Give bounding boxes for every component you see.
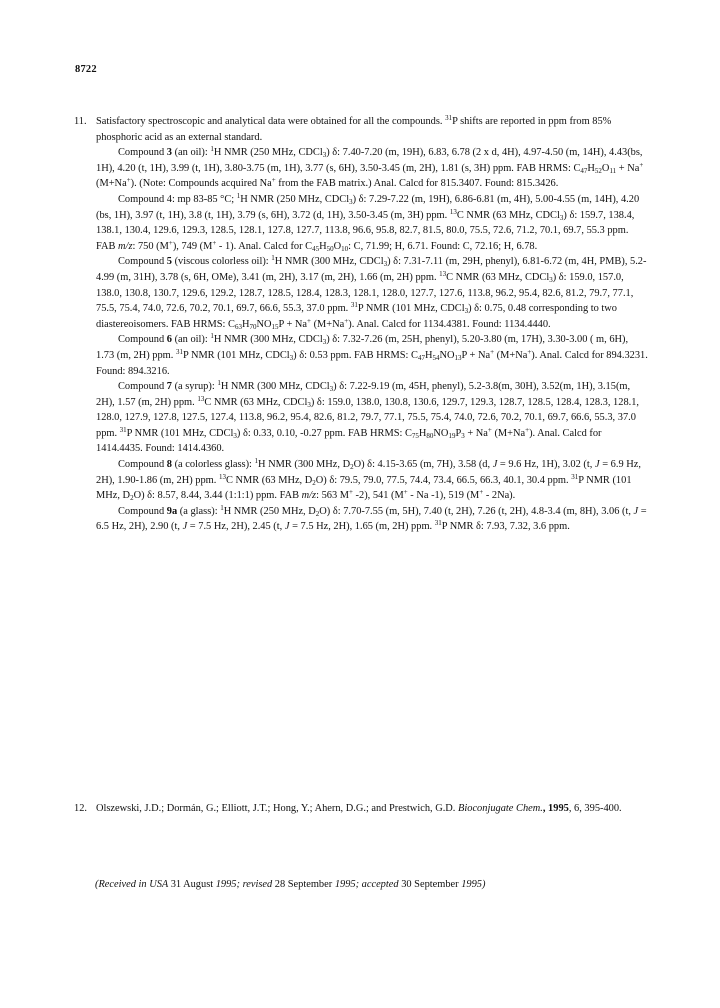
note-number: 11. <box>74 116 87 127</box>
reference-citation: Olszewski, J.D.; Dormán, G.; Elliott, J.T.; Hong, Y.; Ahern, D.G.; and Prestwich, G.D. Bioconjugate Chem., 1995, 6, 395-400. <box>96 803 622 814</box>
compound-7-data: Compound 7 (a syrup): $^1$H NMR (300 MHz, CDCl$_3$) δ: 7.22-9.19 (m, 45H, phenyl), 5.2-3.8(m, 30H), 3.52(m, 1H), 3.15(m, 2H), 1.57 (m, 2H) ppm. $^{13}$C NMR (63 MHz, CDCl$_3$) δ: 159.0, 138.0, 130.8, 130.6, 129.7, 129.3, 128.7, 128.5, 128.4, 128.3, 128.1, 128.0, 127.9, 127.8, 127.5, 127.4, 113.8, 96.2, 95.4, 82.6, 81.2, 79.7, 77.1, 75.5, 75.4, 74.0, 72.6, 70.2, 70.1, 69.7, 66.6, 55.3, 37.0 ppm. $^{31}$P NMR (101 MHz, CDCl$_3$) δ: 0.33, 0.10, -0.27 ppm. FAB HRMS: $C_{75}H_{80}NO_{19}P_3 + Na^+$ (M+Na+). Anal. Calcd for 1414.4435. Found: 1414.4360. <box>96 379 640 455</box>
compound-5-data: Compound 5 (viscous colorless oil): $^1$H NMR (300 MHz, CDCl$_3$) δ: 7.31-7.11 (m, 29H, phenyl), 6.81-6.72 (m, 4H, PMB), 5.2-4.99 (m, 31H), 3.78 (s, 6H, OMe), 3.41 (m, 2H), 3.17 (m, 2H), 1.66 (m, 2H) ppm. $^{13}$C NMR (63 MHz, CDCl$_3$) δ: 159.0, 157.0, 138.0, 130.8, 130.7, 129.6, 129.2, 128.7, 128.5, 128.4, 128.3, 128.1, 128.0, 127.7, 127.6, 113.8, 96.2, 95.4, 82.6, 81.2, 79.7, 77.1, 75.5, 75.4, 74.0, 72.6, 70.2, 70.1, 69.7, 66.6, 55.3, 37.0 ppm. $^{31}$P NMR (101 MHz, CDCl$_3$) δ: 0.75, 0.48 corresponding to two diastereoisomers. FAB HRMS: $C_{63}H_{70}NO_{15}P + Na^+$ (M+Na+). Anal. Calcd for 1134.4381. Found: 1134.4440. <box>96 254 647 331</box>
note-11 <box>74 114 648 535</box>
compound-4-data: Compound 4: mp 83-85 °C; $^1$H NMR (250 MHz, CDCl$_3$) δ: 7.29-7.22 (m, 19H), 6.86-6.81 (m, 4H), 5.00-4.55 (m, 14H), 4.20 (bs, 1H), 3.97 (t, 1H), 3.8 (t, 1H), 3.79 (s, 6H), 3.72 (d, 1H), 3.50-3.45 (m, 3H) ppm. $^{13}$C NMR (63 MHz, CDCl$_3$) δ: 159.7, 138.4, 138.1, 130.4, 129.6, 129.3, 128.5, 128.1, 127.8, 127.7, 113.8, 96.6, 95.8, 82.7, 81.5, 80.0, 75.5, 72.6, 71.2, 70.1, 69.7, 55.3 ppm. FAB m/z: 750 (M+), 749 (M+ - 1). Anal. Calcd for $C_{45}H_{50}O_{10}$: C, 71.99; H, 6.71. Found: C, 72.16; H, 6.78. <box>96 191 640 253</box>
note-number: 12. <box>74 803 87 814</box>
received-dates: (Received in USA 31 August 1995; revised 28 September 1995; accepted 30 September 1995) <box>95 879 486 890</box>
compound-8-data: Compound 8 (a colorless glass): $^1$H NMR (300 MHz, $D_2O$) δ: 4.15-3.65 (m, 7H), 3.58 (d, J = 9.6 Hz, 1H), 3.02 (t, J = 6.9 Hz, 2H), 1.90-1.86 (m, 2H) ppm. $^{13}$C NMR (63 MHz, $D_2O$) δ: 79.5, 79.0, 77.5, 74.4, 73.4, 66.5, 66.3, 40.1, 30.4 ppm. $^{31}$P NMR (101 MHz, $D_2O$) δ: 8.57, 8.44, 3.44 (1:1:1) ppm. FAB m/z: 563 M+ -2), 541 (M+ - Na -1), 519 (M+ - 2Na). <box>96 457 641 503</box>
page-number: 8722 <box>75 64 97 75</box>
compound-3-data: Compound 3 (an oil): $^1$H NMR (250 MHz, CDCl$_3$) δ: 7.40-7.20 (m, 19H), 6.83, 6.78 (2 x d, 4H), 4.97-4.50 (m, 14H), 4.43(bs, 1H), 4.20 (t, 1H), 3.99 (t, 1H), 3.80-3.75 (m, 1H), 3.77 (s, 6H), 3.50-3.45 (m, 2H), 1.81 (s, 3H) ppm. FAB HRMS: $C_{47}H_{52}O_{11} + Na^+$ (M+Na+). (Note: Compounds acquired Na+ from the FAB matrix.) Anal. Calcd for 815.3407. Found: 815.3426. <box>96 145 644 190</box>
compound-6-data: Compound 6 (an oil): $^1$H NMR (300 MHz, CDCl$_3$) δ: 7.32-7.26 (m, 25H, phenyl), 5.20-3.80 (m, 17H), 3.30-3.00 ( m, 6H), 1.73 (m, 2H) ppm. $^{31}$P NMR (101 MHz, CDCl$_3$) δ: 0.53 ppm. FAB HRMS: $C_{47}H_{54}NO_{13}P + Na^+$ (M+Na+). Anal. Calcd for 894.3231. Found: 894.3216. <box>96 332 648 377</box>
note-12 <box>74 801 648 817</box>
compound-9a-data: Compound 9a (a glass): $^1$H NMR (250 MHz, $D_2O$) δ: 7.70-7.55 (m, 5H), 7.40 (t, 2H), 7.26 (t, 2H), 4.8-3.4 (m, 8H), 3.06 (t, J = 6.5 Hz, 2H), 2.90 (t, J = 7.5 Hz, 2H), 2.45 (t, J = 7.5 Hz, 2H), 1.65 (m, 2H) ppm. $^{31}$P NMR δ: 7.93, 7.32, 3.6 ppm. <box>96 503 647 533</box>
note-intro: Satisfactory spectroscopic and analytical data were obtained for all the compounds. $^{31}$P shifts are reported in ppm from 85% phosphoric acid as an external standard. <box>96 114 612 143</box>
